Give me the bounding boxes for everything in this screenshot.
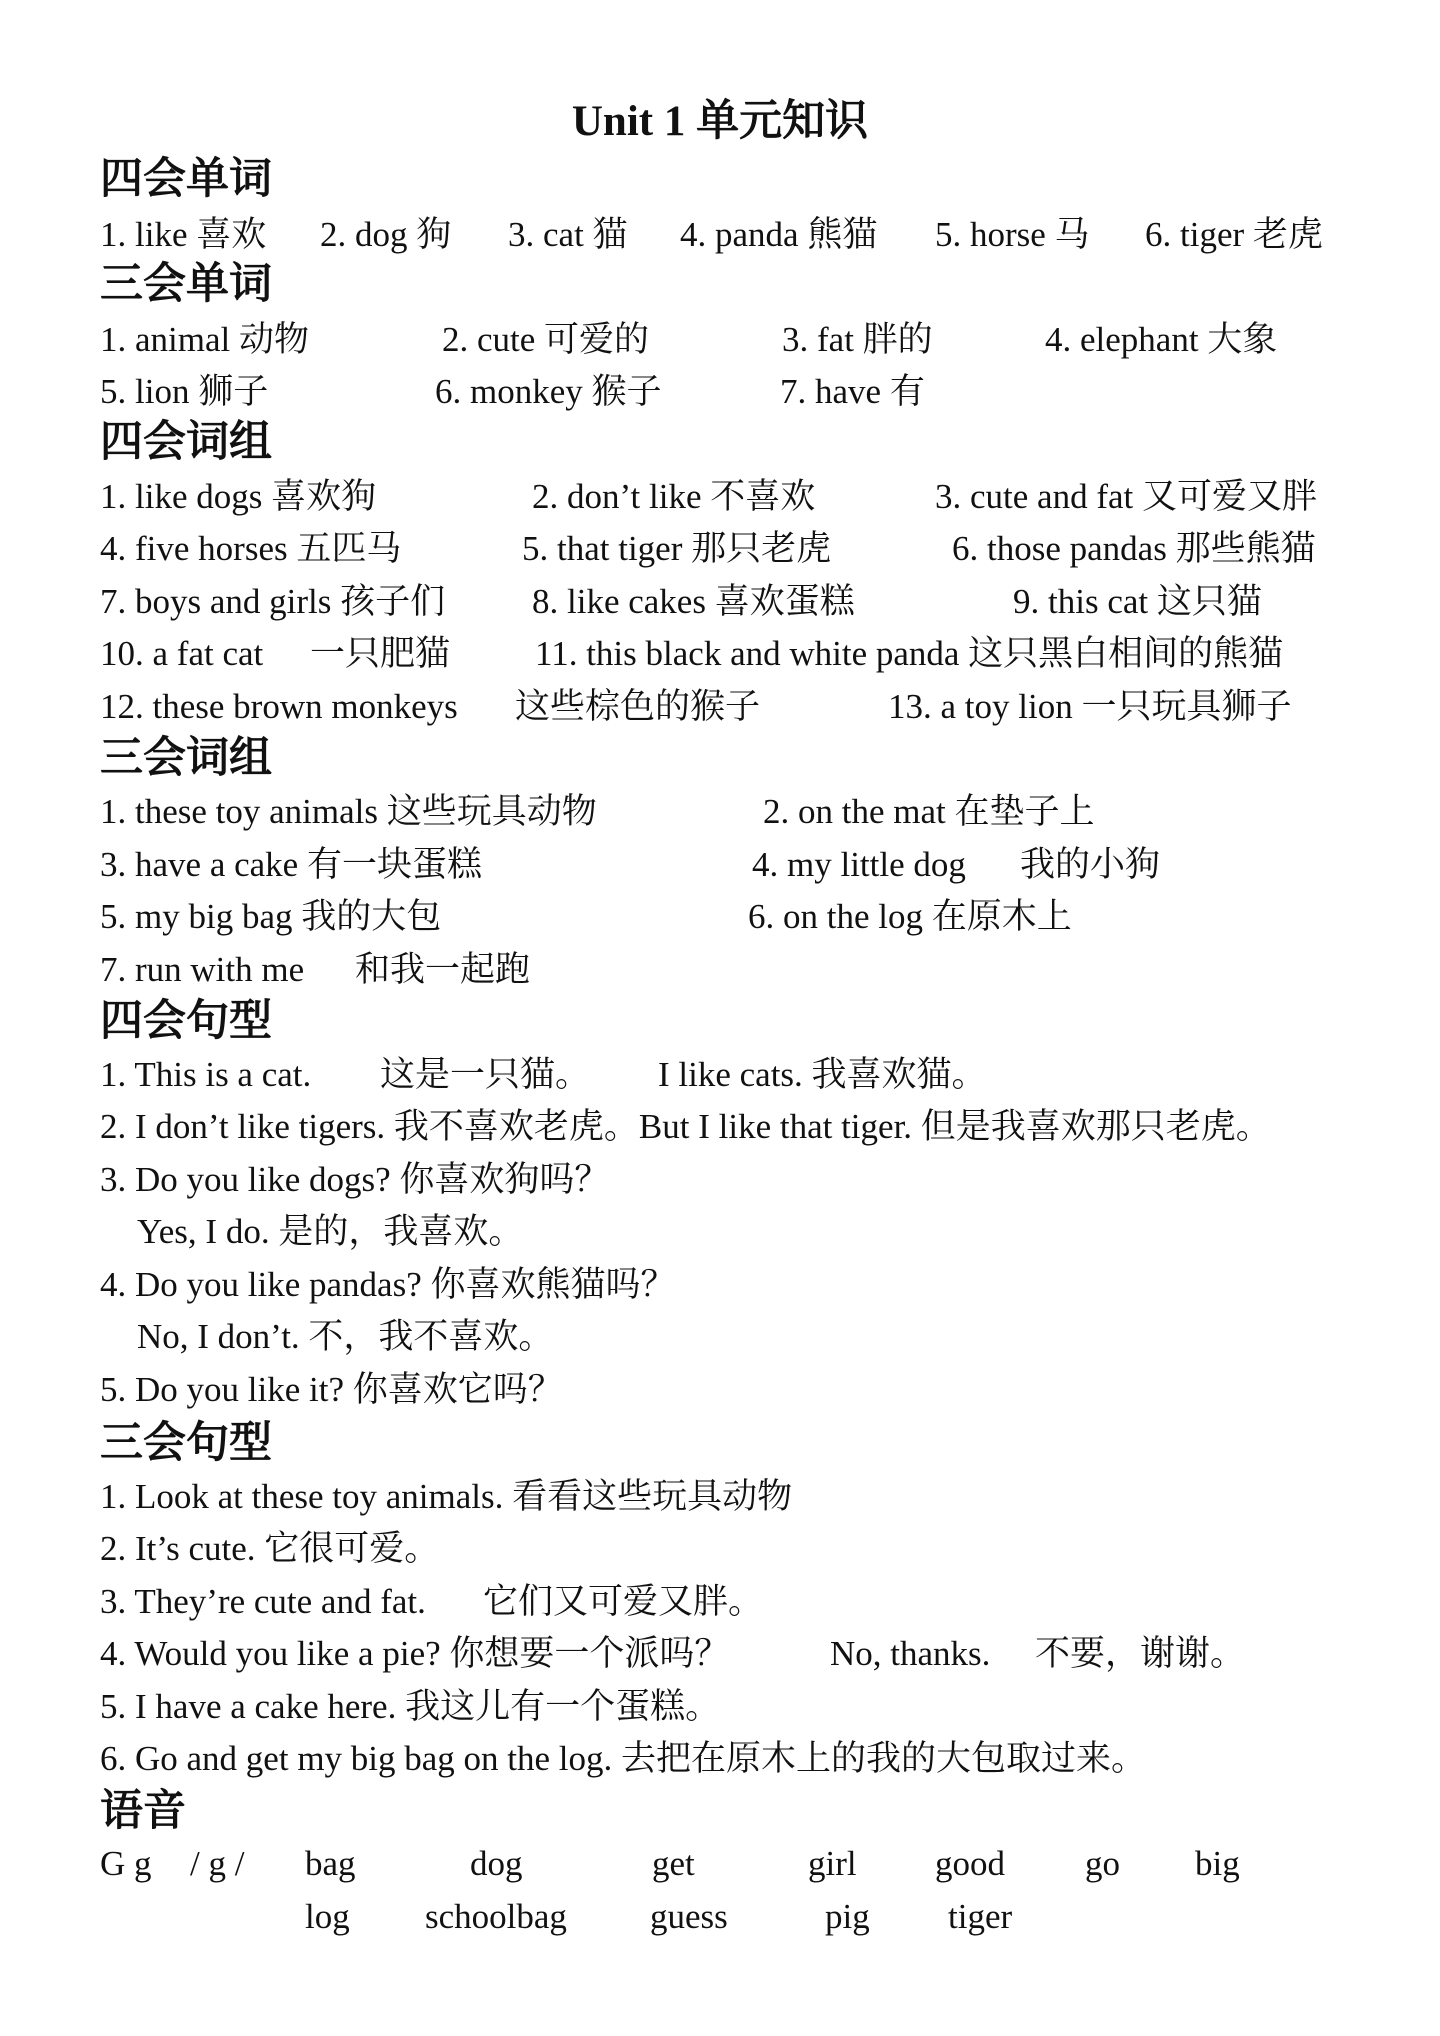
word-item: 2. cute 可爱的 (442, 320, 650, 359)
content-row (0, 1158, 1440, 1202)
phrase-item: 6. on the log 在原木上 (748, 897, 1072, 936)
word-item: 5. horse 马 (935, 215, 1090, 254)
sentence-item: 5. I have a cake here. 我这儿有一个蛋糕。 (100, 1687, 721, 1726)
section-heading: 三会词组 (100, 735, 272, 782)
content-row (0, 1632, 1440, 1676)
phrase-item: 8. like cakes 喜欢蛋糕 (532, 582, 855, 621)
phrase-item: 1. these toy animals 这些玩具动物 (100, 792, 597, 831)
content-row (0, 1685, 1440, 1729)
word-item: 3. cat 猫 (508, 215, 628, 254)
phonics-word: bag (305, 1844, 356, 1883)
content-row (0, 1527, 1440, 1571)
sentence-item: 3. Do you like dogs? 你喜欢狗吗？ (100, 1160, 610, 1199)
section-heading: 三会句型 (100, 1420, 272, 1467)
sentence-item: 它们又可爱又胖。 (483, 1582, 764, 1621)
sentence-item: 2. I don’t like tigers. 我不喜欢老虎。But I like that tiger. 但是我喜欢那只老虎。 (100, 1107, 1271, 1146)
word-item: 4. panda 熊猫 (680, 215, 878, 254)
phonics-word: log (305, 1897, 350, 1936)
section-heading: 语音 (100, 1788, 186, 1835)
phonics-word: pig (825, 1897, 870, 1936)
content-row (0, 1263, 1440, 1307)
section-heading: 四会词组 (100, 419, 272, 466)
section-heading: 四会句型 (100, 998, 272, 1045)
phrase-item: 7. boys and girls 孩子们 (100, 582, 446, 621)
sentence-item: 4. Would you like a pie? 你想要一个派吗？ (100, 1634, 730, 1673)
word-item: 6. monkey 猴子 (435, 372, 662, 411)
word-item: 2. dog 狗 (320, 215, 452, 254)
word-item: 4. elephant 大象 (1045, 320, 1278, 359)
content-row (0, 948, 1440, 992)
sentence-item: 6. Go and get my big bag on the log. 去把在原木上的我的大包取过来。 (100, 1739, 1147, 1778)
content-row (0, 527, 1440, 571)
phonics-letter: G g (100, 1844, 152, 1883)
section-heading: 四会单词 (100, 156, 272, 203)
word-item: 5. lion 狮子 (100, 372, 269, 411)
content-row (0, 632, 1440, 676)
phrase-item: 2. don’t like 不喜欢 (532, 477, 816, 516)
sentence-item: 4. Do you like pandas? 你喜欢熊猫吗？ (100, 1265, 676, 1304)
phrase-item: 6. those pandas 那些熊猫 (952, 529, 1316, 568)
sentence-item: 这是一只猫。 (380, 1055, 591, 1094)
phonics-word: guess (650, 1897, 728, 1936)
word-item: 1. like 喜欢 (100, 215, 267, 254)
phonics-sound: / g / (190, 1844, 245, 1883)
content-row (0, 1737, 1440, 1781)
sentence-item: 不要，谢谢。 (1035, 1634, 1246, 1673)
phonics-word: tiger (948, 1897, 1013, 1936)
phrase-item: 13. a toy lion 一只玩具狮子 (888, 687, 1292, 726)
phonics-word: get (652, 1844, 695, 1883)
content-row (0, 685, 1440, 729)
content-row (0, 1105, 1440, 1149)
content-row (0, 1842, 1440, 1886)
phonics-word: girl (808, 1844, 857, 1883)
section-heading: 三会单词 (100, 261, 272, 308)
phrase-item: 2. on the mat 在垫子上 (763, 792, 1095, 831)
phrase-item: 5. my big bag 我的大包 (100, 897, 442, 936)
content-row (0, 1315, 1440, 1359)
content-row (0, 1053, 1440, 1097)
content-row (0, 1210, 1440, 1254)
word-item: 6. tiger 老虎 (1145, 215, 1323, 254)
phrase-item: 3. have a cake 有一块蛋糕 (100, 845, 482, 884)
word-item: 3. fat 胖的 (782, 320, 933, 359)
phrase-item: 4. five horses 五匹马 (100, 529, 402, 568)
phrase-item: 10. a fat cat (100, 634, 264, 673)
phrase-item: 我的小狗 (1020, 845, 1161, 884)
page-title: Unit 1 单元知识 (571, 98, 869, 145)
phrase-item: 和我一起跑 (355, 950, 531, 989)
sentence-item: 1. This is a cat. (100, 1055, 312, 1094)
content-row (0, 790, 1440, 834)
sentence-item: Yes, I do. 是的，我喜欢。 (137, 1212, 524, 1251)
sentence-item: 1. Look at these toy animals. 看看这些玩具动物 (100, 1477, 793, 1516)
sentence-item: No, I don’t. 不，我不喜欢。 (137, 1317, 554, 1356)
content-row (0, 895, 1440, 939)
phonics-word: big (1195, 1844, 1240, 1883)
content-row (0, 1895, 1440, 1939)
sentence-item: I like cats. 我喜欢猫。 (658, 1055, 987, 1094)
phrase-item: 9. this cat 这只猫 (1013, 582, 1262, 621)
phrase-item: 7. run with me (100, 950, 305, 989)
sentence-item: 5. Do you like it? 你喜欢它吗？ (100, 1370, 563, 1409)
sentence-item: 3. They’re cute and fat. (100, 1582, 426, 1621)
phonics-word: schoolbag (425, 1897, 567, 1936)
content-row (0, 318, 1440, 362)
sentence-item: 2. It’s cute. 它很可爱。 (100, 1529, 440, 1568)
phrase-item: 3. cute and fat 又可爱又胖 (935, 477, 1317, 516)
content-row (0, 475, 1440, 519)
phrase-item: 一只肥猫 (310, 634, 451, 673)
content-row (0, 213, 1440, 257)
phonics-word: go (1085, 1844, 1120, 1883)
content-row (0, 1580, 1440, 1624)
phrase-item: 5. that tiger 那只老虎 (522, 529, 832, 568)
phrase-item: 1. like dogs 喜欢狗 (100, 477, 377, 516)
content-row (0, 580, 1440, 624)
phrase-item: 4. my little dog (752, 845, 966, 884)
word-item: 1. animal 动物 (100, 320, 309, 359)
content-row (0, 370, 1440, 414)
phrase-item: 这些棕色的猴子 (515, 687, 761, 726)
phrase-item: 12. these brown monkeys (100, 687, 458, 726)
content-row (0, 843, 1440, 887)
content-row (0, 1368, 1440, 1412)
phrase-item: 11. this black and white panda 这只黑白相间的熊猫 (535, 634, 1284, 673)
sentence-item: No, thanks. (830, 1634, 991, 1673)
content-row (0, 1475, 1440, 1519)
word-item: 7. have 有 (780, 372, 925, 411)
phonics-word: dog (470, 1844, 523, 1883)
phonics-word: good (935, 1844, 1005, 1883)
